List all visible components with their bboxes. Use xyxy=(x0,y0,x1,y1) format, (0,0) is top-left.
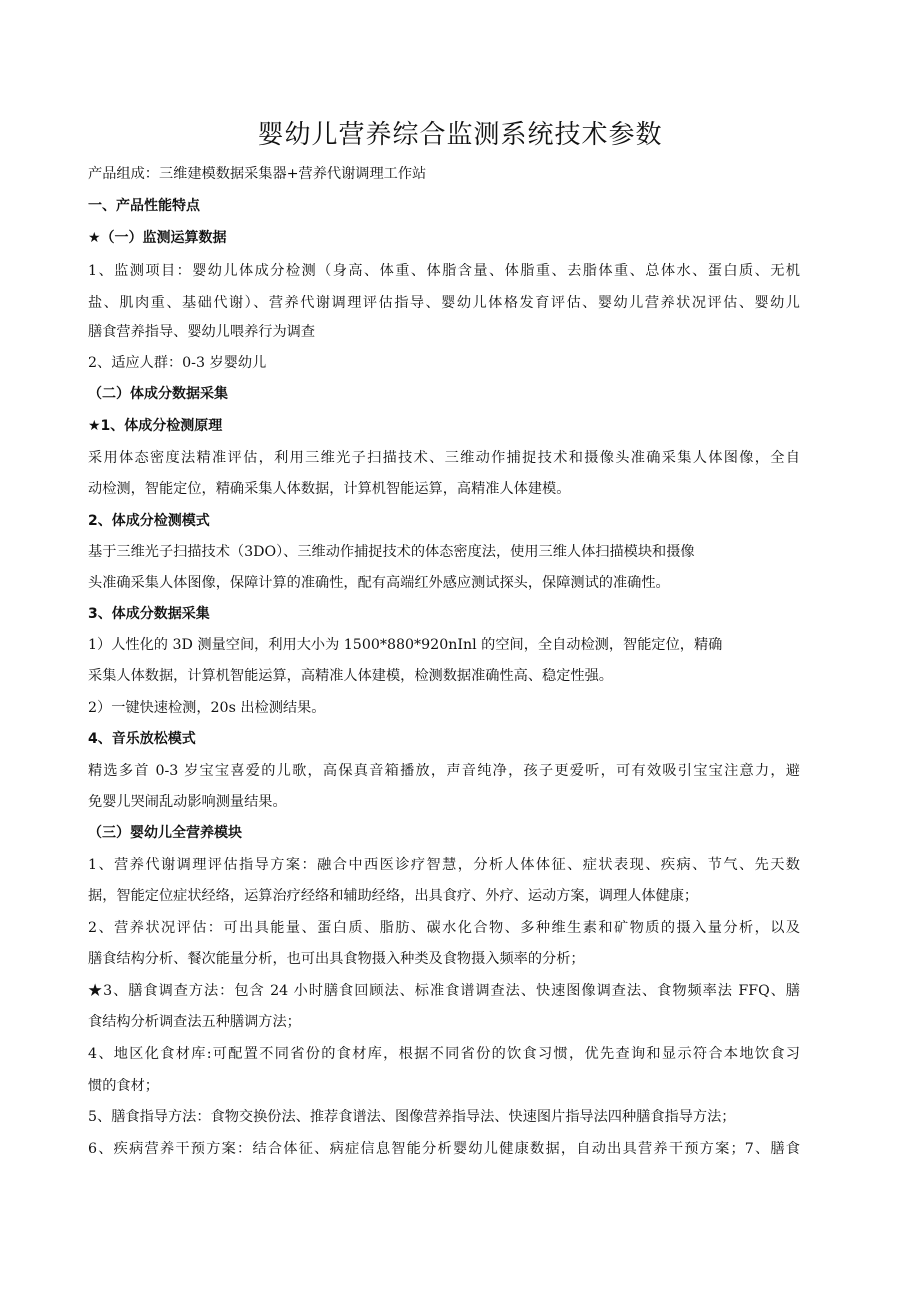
paragraph-line: 采用体态密度法精准评估，利用三维光子扫描技术、三维动作捕捉技术和摄像头准确采集人体图像，全自 xyxy=(88,450,800,466)
paragraph-line: 动检测，智能定位，精确采集人体数据，计算机智能运算，高精准人体建模。 xyxy=(88,481,571,497)
paragraph-line: 基于三维光子扫描技术（3DO）、三维动作捕捉技术的体态密度法，使用三维人体扫描模块和摄像 xyxy=(88,544,695,560)
paragraph-line: ★3、膳食调查方法：包含 24 小时膳食回顾法、标准食谱调查法、快速图像调查法、食物频率法 FFQ、膳 xyxy=(88,983,800,999)
paragraph-line: 2、适应人群：0-3 岁婴幼儿 xyxy=(88,355,267,371)
subsection-heading: （二）体成分数据采集 xyxy=(88,386,228,402)
paragraph-line: 据，智能定位症状经络，运算治疗经络和辅助经络，出具食疗、外疗、运动方案，调理人体健康； xyxy=(88,888,699,904)
item-heading: 4、音乐放松模式 xyxy=(88,731,196,747)
paragraph-line: 2）一键快速检测，20s 出检测结果。 xyxy=(88,700,326,716)
subsection-heading: ★（一）监测运算数据 xyxy=(88,230,227,246)
product-composition: 产品组成：三维建模数据采集器+营养代谢调理工作站 xyxy=(88,166,427,182)
paragraph-line: 采集人体数据，计算机智能运算，高精准人体建模，检测数据准确性高、稳定性强。 xyxy=(88,668,613,684)
subsection-heading: （三）婴幼儿全营养模块 xyxy=(88,825,242,841)
paragraph-line: 头准确采集人体图像，保障计算的准确性，配有高端红外感应测试探头，保障测试的准确性。 xyxy=(88,575,670,591)
item-heading: 3、体成分数据采集 xyxy=(88,606,210,622)
paragraph-line: 盐、肌肉重、基础代谢）、营养代谢调理评估指导、婴幼儿体格发育评估、婴幼儿营养状况评估、婴幼儿 xyxy=(88,295,800,311)
paragraph-line: 惯的食材； xyxy=(88,1078,159,1094)
paragraph-line: 食结构分析调查法五种膳调方法； xyxy=(88,1014,301,1030)
paragraph-line: 1）人性化的 3D 测量空间，利用大小为 1500*880*920nInl 的空间，全自动检测，智能定位，精确 xyxy=(88,637,723,653)
item-heading: 2、体成分检测模式 xyxy=(88,513,210,529)
section-heading: 一、产品性能特点 xyxy=(88,198,200,214)
paragraph-line: 膳食营养指导、婴幼儿喂养行为调查 xyxy=(88,324,316,340)
paragraph-line: 膳食结构分析、餐次能量分析，也可出具食物摄入种类及食物摄入频率的分析； xyxy=(88,951,585,967)
paragraph-line: 精选多首 0-3 岁宝宝喜爱的儿歌，高保真音箱播放，声音纯净，孩子更爱听，可有效吸引宝宝注意力，避 xyxy=(88,763,800,779)
paragraph-line: 1、营养代谢调理评估指导方案：融合中西医诊疗智慧，分析人体体征、症状表现、疾病、节气、先天数 xyxy=(88,857,800,873)
document-title: 婴幼儿营养综合监测系统技术参数 xyxy=(257,120,663,150)
paragraph-line: 免婴儿哭闹乱动影响测量结果。 xyxy=(88,794,287,810)
paragraph-line: 5、膳食指导方法：食物交换份法、推荐食谱法、图像营养指导法、快速图片指导法四种膳食指导方法； xyxy=(88,1109,736,1125)
paragraph-line: 6、疾病营养干预方案：结合体征、病症信息智能分析婴幼儿健康数据，自动出具营养干预方案；7、膳食 xyxy=(88,1141,800,1157)
paragraph-line: 4、地区化食材库:可配置不同省份的食材库，根据不同省份的饮食习惯，优先查询和显示符合本地饮食习 xyxy=(88,1046,800,1062)
paragraph-line: 1、监测项目：婴幼儿体成分检测（身高、体重、体脂含量、体脂重、去脂体重、总体水、蛋白质、无机 xyxy=(88,263,800,279)
item-heading: ★1、体成分检测原理 xyxy=(88,418,223,434)
paragraph-line: 2、营养状况评估：可出具能量、蛋白质、脂肪、碳水化合物、多种维生素和矿物质的摄入量分析，以及 xyxy=(88,920,800,936)
